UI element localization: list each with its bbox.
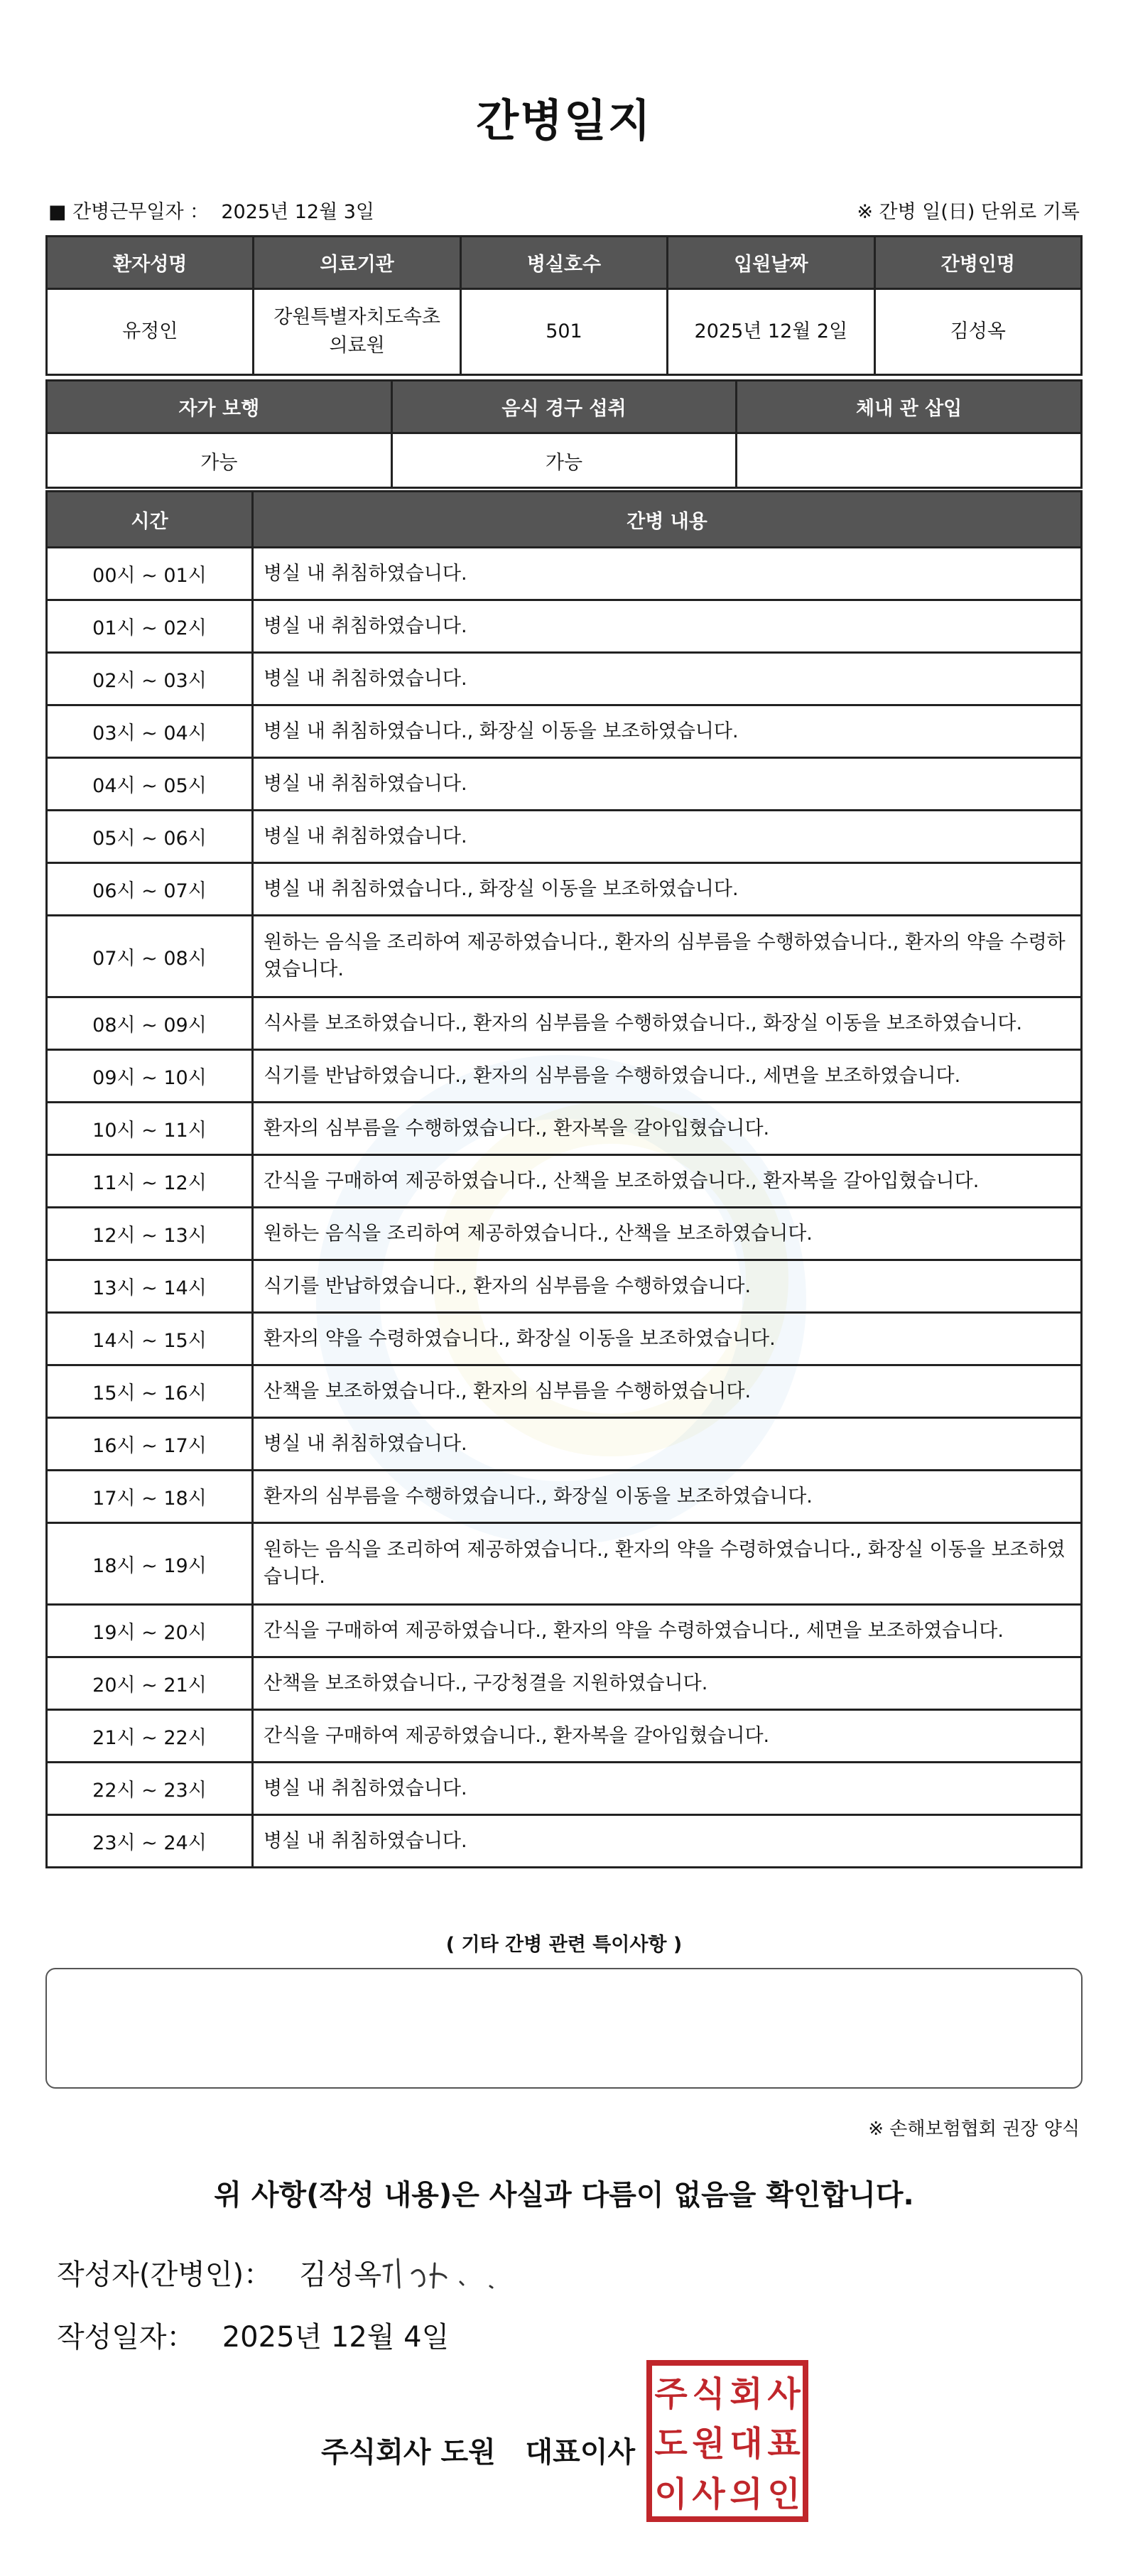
care-content-cell: 식기를 반납하였습니다., 환자의 심부름을 수행하였습니다.	[253, 1260, 1082, 1313]
patient-info-table	[45, 235, 1083, 376]
care-content-cell: 산책을 보조하였습니다., 환자의 심부름을 수행하였습니다.	[253, 1365, 1082, 1418]
handwritten-signature	[376, 2245, 533, 2309]
seal-glyph: 사	[767, 2374, 801, 2414]
time-cell: 21시 ~ 22시	[47, 1710, 253, 1763]
form-note: ※ 손해보험협회 권장 양식	[868, 2118, 1080, 2140]
time-cell: 22시 ~ 23시	[47, 1763, 253, 1815]
table-row	[47, 1471, 1082, 1523]
time-cell: 05시 ~ 06시	[47, 811, 253, 863]
time-cell: 06시 ~ 07시	[47, 863, 253, 916]
oral-intake-status: 가능	[391, 433, 737, 488]
table-row	[47, 863, 1082, 916]
time-cell: 11시 ~ 12시	[47, 1155, 253, 1208]
writer-name: 김성옥	[299, 2258, 382, 2291]
time-cell: 13시 ~ 14시	[47, 1260, 253, 1313]
hospital-name: 강원특별자치도속초의료원	[254, 289, 460, 375]
table-row	[47, 653, 1082, 705]
header-room: 병실호수	[460, 237, 667, 289]
page-title: 간병일지	[476, 94, 652, 146]
time-cell: 14시 ~ 15시	[47, 1313, 253, 1365]
work-date-value: 2025년 12월 3일	[221, 201, 375, 223]
table-row	[47, 1155, 1082, 1208]
writer-label: 작성자(간병인)：	[57, 2258, 273, 2291]
care-content-cell: 간식을 구매하여 제공하였습니다., 산책을 보조하였습니다., 환자복을 갈아입혔습니다.	[253, 1155, 1082, 1208]
header-tube: 체내 관 삽입	[737, 381, 1082, 433]
walking-status: 가능	[47, 433, 392, 488]
time-cell: 19시 ~ 20시	[47, 1605, 253, 1657]
seal-glyph: 원	[692, 2424, 725, 2464]
work-date	[48, 196, 374, 224]
care-content-cell: 병실 내 취침하였습니다.	[253, 811, 1082, 863]
care-content-cell: 병실 내 취침하였습니다., 화장실 이동을 보조하였습니다.	[253, 705, 1082, 758]
seal-glyph: 이	[654, 2474, 688, 2515]
care-content-cell: 환자의 약을 수령하였습니다., 화장실 이동을 보조하였습니다.	[253, 1313, 1082, 1365]
seal-glyph: 인	[767, 2474, 801, 2515]
care-content-cell: 병실 내 취침하였습니다.	[253, 548, 1082, 600]
care-content-cell: 원하는 음식을 조리하여 제공하였습니다., 환자의 심부름을 수행하였습니다., 환자의 약을 수령하였습니다.	[253, 916, 1082, 997]
care-content-cell: 간식을 구매하여 제공하였습니다., 환자복을 갈아입혔습니다.	[253, 1710, 1082, 1763]
time-cell: 12시 ~ 13시	[47, 1208, 253, 1260]
care-content-cell: 원하는 음식을 조리하여 제공하였습니다., 환자의 약을 수령하였습니다., 화장실 이동을 보조하였습니다.	[253, 1523, 1082, 1605]
time-cell: 16시 ~ 17시	[47, 1418, 253, 1471]
table-row	[47, 758, 1082, 811]
table-row	[47, 1365, 1082, 1418]
table-row	[47, 916, 1082, 997]
tube-status	[737, 433, 1082, 488]
time-cell: 10시 ~ 11시	[47, 1103, 253, 1155]
care-content-cell: 환자의 심부름을 수행하였습니다., 화장실 이동을 보조하였습니다.	[253, 1471, 1082, 1523]
table-row	[47, 600, 1082, 653]
seal-glyph: 회	[730, 2374, 763, 2414]
writer-line	[57, 2252, 381, 2293]
time-cell: 08시 ~ 09시	[47, 997, 253, 1050]
seal-glyph: 식	[692, 2374, 725, 2414]
table-row	[47, 1605, 1082, 1657]
time-cell: 03시 ~ 04시	[47, 705, 253, 758]
header-patient-name: 환자성명	[47, 237, 254, 289]
time-cell: 02시 ~ 03시	[47, 653, 253, 705]
header-admission-date: 입원날짜	[668, 237, 874, 289]
seal-glyph: 대	[730, 2424, 763, 2464]
care-content-cell: 병실 내 취침하였습니다., 화장실 이동을 보조하였습니다.	[253, 863, 1082, 916]
time-cell: 07시 ~ 08시	[47, 916, 253, 997]
table-row	[47, 811, 1082, 863]
company-representative: 주식회사 도원 대표이사	[321, 2436, 636, 2469]
care-log-table	[45, 490, 1083, 1868]
work-date-label: ■ 간병근무일자 ：	[48, 201, 210, 223]
seal-glyph: 주	[654, 2374, 688, 2414]
time-cell: 18시 ~ 19시	[47, 1523, 253, 1605]
care-content-cell: 원하는 음식을 조리하여 제공하였습니다., 산책을 보조하였습니다.	[253, 1208, 1082, 1260]
company-seal	[646, 2360, 808, 2522]
status-table	[45, 379, 1083, 489]
time-cell: 04시 ~ 05시	[47, 758, 253, 811]
table-row	[47, 1313, 1082, 1365]
header-walking: 자가 보행	[47, 381, 392, 433]
care-content-cell: 병실 내 취침하였습니다.	[253, 1418, 1082, 1471]
remarks-box	[45, 1968, 1083, 2089]
time-cell: 01시 ~ 02시	[47, 600, 253, 653]
time-cell: 09시 ~ 10시	[47, 1050, 253, 1103]
written-date-value: 2025년 12월 4일	[222, 2321, 450, 2354]
seal-glyph: 의	[730, 2474, 763, 2515]
care-content-cell: 환자의 심부름을 수행하였습니다., 환자복을 갈아입혔습니다.	[253, 1103, 1082, 1155]
table-row	[47, 1710, 1082, 1763]
header-caregiver: 간병인명	[874, 237, 1081, 289]
care-content-cell: 식기를 반납하였습니다., 환자의 심부름을 수행하였습니다., 세면을 보조하였습니다.	[253, 1050, 1082, 1103]
table-row	[47, 1763, 1082, 1815]
seal-glyph: 도	[654, 2424, 688, 2464]
confirmation-statement: 위 사항(작성 내용)은 사실과 다름이 없음을 확인합니다.	[214, 2179, 914, 2212]
table-row	[47, 1657, 1082, 1710]
care-content-cell: 병실 내 취침하였습니다.	[253, 1815, 1082, 1868]
time-cell: 20시 ~ 21시	[47, 1657, 253, 1710]
table-row	[47, 1208, 1082, 1260]
table-row	[47, 997, 1082, 1050]
care-content-cell: 간식을 구매하여 제공하였습니다., 환자의 약을 수령하였습니다., 세면을 보조하였습니다.	[253, 1605, 1082, 1657]
table-row	[47, 1103, 1082, 1155]
time-cell: 17시 ~ 18시	[47, 1471, 253, 1523]
written-date	[57, 2315, 449, 2355]
table-row	[47, 1050, 1082, 1103]
written-date-label: 작성일자：	[57, 2321, 195, 2354]
care-content-cell: 병실 내 취침하였습니다.	[253, 600, 1082, 653]
care-content-cell: 식사를 보조하였습니다., 환자의 심부름을 수행하였습니다., 화장실 이동을 보조하였습니다.	[253, 997, 1082, 1050]
unit-note: ※ 간병 일(日) 단위로 기록	[857, 201, 1080, 223]
patient-name: 유정인	[47, 289, 254, 375]
header-hospital: 의료기관	[254, 237, 460, 289]
remarks-title: ( 기타 간병 관련 특이사항 )	[445, 1934, 683, 1956]
table-row	[47, 1523, 1082, 1605]
seal-glyph: 표	[767, 2424, 801, 2464]
table-row	[47, 705, 1082, 758]
header-oral-intake: 음식 경구 섭취	[391, 381, 737, 433]
care-content-cell: 산책을 보조하였습니다., 구강청결을 지원하였습니다.	[253, 1657, 1082, 1710]
seal-glyph: 사	[692, 2474, 725, 2515]
caregiver-name: 김성옥	[874, 289, 1081, 375]
care-content-cell: 병실 내 취침하였습니다.	[253, 653, 1082, 705]
care-content-cell: 병실 내 취침하였습니다.	[253, 758, 1082, 811]
header-time: 시간	[47, 492, 253, 548]
time-cell: 23시 ~ 24시	[47, 1815, 253, 1868]
room-number: 501	[460, 289, 667, 375]
time-cell: 15시 ~ 16시	[47, 1365, 253, 1418]
time-cell: 00시 ~ 01시	[47, 548, 253, 600]
care-content-cell: 병실 내 취침하였습니다.	[253, 1763, 1082, 1815]
header-care-content: 간병 내용	[253, 492, 1082, 548]
table-row	[47, 1418, 1082, 1471]
admission-date: 2025년 12월 2일	[668, 289, 874, 375]
table-row	[47, 1815, 1082, 1868]
table-row	[47, 548, 1082, 600]
table-row	[47, 1260, 1082, 1313]
